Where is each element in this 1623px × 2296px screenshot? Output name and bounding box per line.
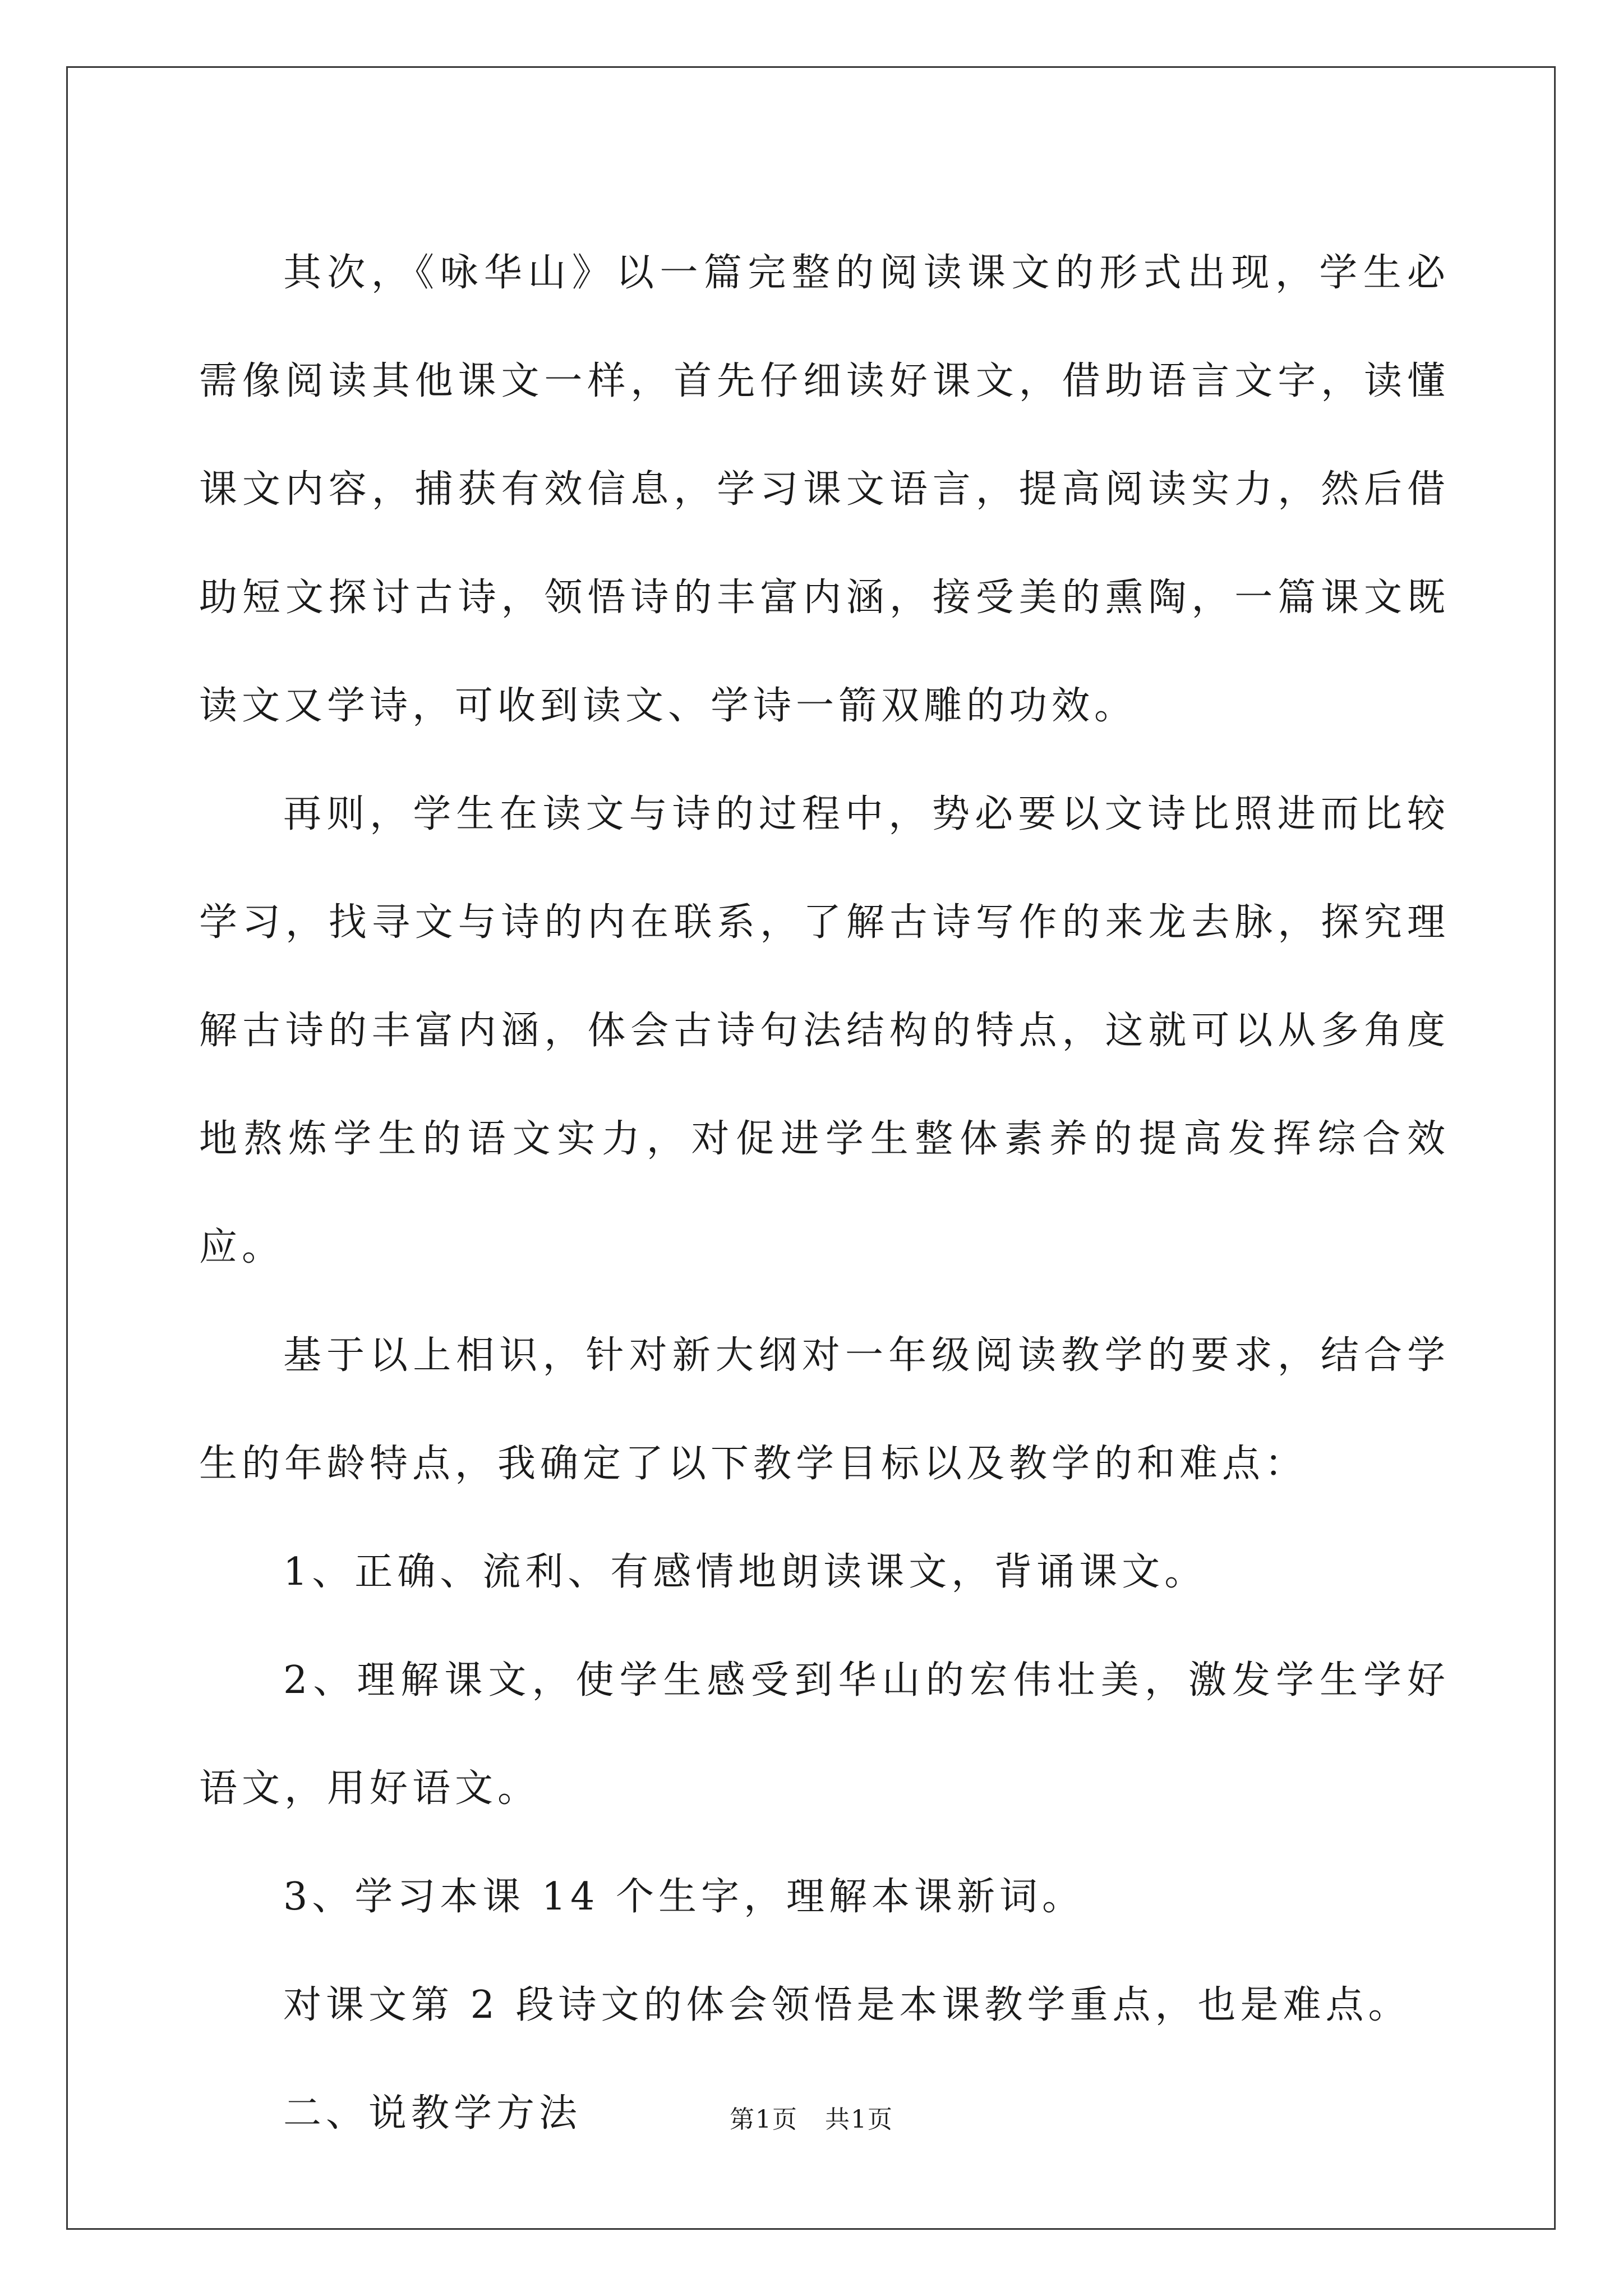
page-footer [0,2099,1623,2135]
paragraph: 对课文第 2 段诗文的体会领悟是本课教学重点，也是难点。 [283,1983,1411,2027]
page-number: 第1页 [730,2105,799,2134]
paragraph: 2、理解课文，使学生感受到华山的宏伟壮美，激发学生学好语文，用好语文。 [199,1658,1450,1811]
paragraph: 1、正确、流利、有感情地朗读课文，背诵课文。 [283,1550,1207,1594]
page-total: 共1页 [824,2105,893,2134]
document-body [199,219,1450,2168]
paragraph: 3、学习本课 14 个生字，理解本课新词。 [283,1875,1085,1919]
paragraph: 二、说教学方法 [283,2091,582,2136]
paragraph: 再则，学生在读文与诗的过程中，势必要以文诗比照进而比较学习，找寻文与诗的内在联系，了解古诗写作的来龙去脉，探究理解古诗的丰富内涵，体会古诗句法结构的特点，这就可以从多角度地熬炼学生的语文实力，对促进学生整体素养的提高发挥综合效应。 [199,792,1450,1269]
paragraph: 其次，《咏华山》以一篇完整的阅读课文的形式出现，学生必需像阅读其他课文一样，首先仔细读好课文，借助语言文字，读懂课文内容，捕获有效信息，学习课文语言，提高阅读实力，然后借助短文探讨古诗，领悟诗的丰富内涵，接受美的熏陶，一篇课文既读文又学诗，可收到读文、学诗一箭双雕的功效。 [199,251,1450,728]
paragraph: 基于以上相识，针对新大纲对一年级阅读教学的要求，结合学生的年龄特点，我确定了以下教学目标以及教学的和难点： [199,1333,1450,1486]
